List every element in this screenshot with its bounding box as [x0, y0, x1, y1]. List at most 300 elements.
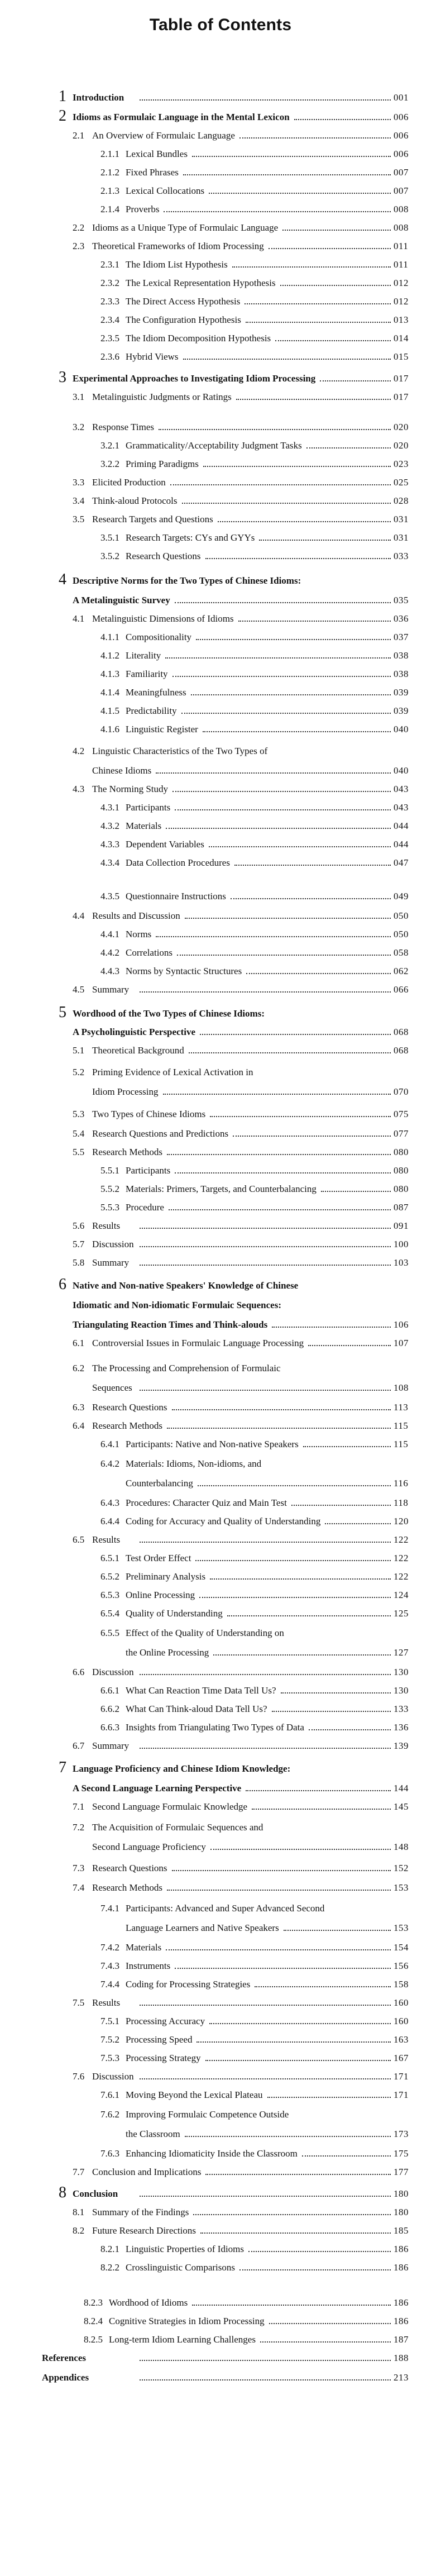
toc-entry-number: 2.3.1: [100, 259, 119, 270]
toc-entry-title: Research Methods: [92, 1147, 163, 1158]
dot-leader: [140, 1246, 391, 1247]
toc-section-entry[interactable]: [0, 345, 441, 367]
toc-entry-title: Second Language Formulaic Knowledge: [92, 1801, 248, 1812]
toc-entry-number: 7.6.2: [100, 2109, 119, 2120]
toc-entry-number: 3.2.2: [100, 459, 119, 470]
toc-entry-number: 8.2.1: [100, 2244, 119, 2255]
toc-entry-number: 6.6: [73, 1667, 85, 1678]
toc-entry-title: Research Targets: CYs and GYYs: [126, 532, 255, 543]
dot-leader: [140, 1390, 391, 1391]
toc-entry-title: Predictability: [126, 705, 177, 717]
toc-page-number: 139: [394, 1740, 409, 1752]
toc-chapter-entry[interactable]: [0, 1273, 441, 1296]
toc-page-number: 115: [394, 1439, 409, 1450]
dot-leader: [198, 1485, 391, 1486]
toc-entry-number: 5.5.1: [100, 1165, 119, 1176]
toc-page-number: 012: [394, 296, 409, 307]
toc-page-number: 125: [394, 1608, 409, 1619]
dot-leader: [156, 936, 391, 937]
dot-leader: [175, 1172, 391, 1173]
toc-section-entry[interactable]: [0, 977, 441, 1000]
toc-section-entry[interactable]: [0, 739, 441, 761]
toc-page-number: 124: [394, 1590, 409, 1601]
toc-entry-title: Discussion: [92, 1239, 134, 1250]
toc-entry-title: Summary of the Findings: [92, 2207, 189, 2218]
toc-page-number: 049: [394, 891, 409, 902]
toc-section-entry[interactable]: [0, 1432, 441, 1454]
toc-entry-title: Language Proficiency and Chinese Idiom Knowledge:: [73, 1763, 291, 1774]
toc-section-entry[interactable]: [0, 1896, 441, 1919]
dot-leader: [272, 1327, 391, 1328]
toc-page-number: 122: [394, 1571, 409, 1582]
toc-entry-title: Appendices: [42, 2372, 89, 2383]
toc-section-entry[interactable]: [0, 2255, 441, 2278]
dot-leader: [191, 694, 391, 695]
dot-leader: [246, 1790, 391, 1791]
toc-page-number: 153: [394, 1882, 409, 1893]
toc-entry-title: Norms by Syntactic Structures: [126, 966, 242, 977]
toc-page-number: 122: [394, 1553, 409, 1564]
toc-entry-title: Conclusion: [73, 2188, 118, 2200]
toc-entry-number: 8.1: [73, 2207, 85, 2218]
toc-entry-title: Descriptive Norms for the Two Types of Chinese Idioms:: [73, 575, 301, 586]
toc-section-entry[interactable]: [0, 1815, 441, 1838]
toc-entry-number: 4.3.4: [100, 857, 119, 869]
toc-page-number: 050: [394, 910, 409, 922]
toc-entry-title: Response Times: [92, 422, 154, 433]
toc-backmatter-entry[interactable]: [0, 2365, 441, 2388]
toc-section-entry[interactable]: [0, 1293, 441, 1315]
dot-leader: [200, 2232, 391, 2234]
toc-page-number: 006: [394, 130, 409, 141]
toc-entry-title: Metalinguistic Dimensions of Idioms: [92, 613, 234, 624]
dot-leader: [280, 285, 391, 286]
toc-entry-number: 4.3.1: [100, 802, 119, 813]
toc-entry-number: 8.2.4: [84, 2316, 103, 2327]
toc-page-number: 163: [394, 2034, 409, 2045]
toc-entry-number: 3.5: [73, 514, 85, 525]
toc-entry-title: The Processing and Comprehension of Formulaic: [92, 1363, 281, 1374]
toc-page-number: 013: [394, 314, 409, 326]
dot-leader: [252, 1809, 391, 1810]
dot-leader: [159, 429, 391, 430]
toc-entry-number: 4.3.3: [100, 839, 119, 850]
toc-entry-number: 4.1.2: [100, 650, 119, 661]
toc-entry-number: 5.6: [73, 1220, 85, 1232]
toc-entry-number: 8.2.3: [84, 2297, 103, 2308]
toc-page-number: 039: [394, 705, 409, 717]
dot-leader: [156, 772, 391, 774]
toc-entry-number: 6.5: [73, 1534, 85, 1545]
dot-leader: [140, 2379, 391, 2381]
dot-leader: [239, 2269, 391, 2270]
toc-entry-title: Research Questions: [92, 1863, 167, 1874]
toc-page-number: 025: [394, 477, 409, 488]
toc-entry-title: Results: [92, 1534, 121, 1545]
toc-section-entry[interactable]: [0, 851, 441, 873]
toc-entry-number: 7.6: [73, 2071, 85, 2082]
toc-page-number: 171: [394, 2090, 409, 2101]
dot-leader: [193, 2214, 391, 2215]
toc-section-entry[interactable]: [0, 2122, 441, 2144]
dot-leader: [165, 657, 391, 659]
dot-leader: [203, 466, 391, 467]
toc-entry-number: 6.2: [73, 1363, 85, 1374]
toc-entry-title: Wordhood of the Two Types of Chinese Idioms:: [73, 1008, 265, 1019]
toc-entry-number: 2.3.4: [100, 314, 119, 326]
toc-entry-title: Improving Formulaic Competence Outside: [126, 2109, 289, 2120]
toc-section-entry[interactable]: [0, 1795, 441, 1817]
toc-entry-number: 2.3.3: [100, 296, 119, 307]
toc-entry-number: 5.5: [73, 1147, 85, 1158]
toc-section-entry[interactable]: [0, 1038, 441, 1061]
toc-entry-title: Familiarity: [126, 669, 168, 680]
toc-page-number: 130: [394, 1685, 409, 1696]
toc-page-number: 080: [394, 1147, 409, 1158]
toc-section-entry[interactable]: [0, 385, 441, 407]
toc-page-number: 033: [394, 551, 409, 562]
toc-section-entry[interactable]: [0, 1876, 441, 1898]
toc-entry-number: 7.1: [73, 1801, 85, 1812]
toc-entry-title: Priming Paradigms: [126, 459, 199, 470]
toc-entry-title: Test Order Effect: [126, 1553, 191, 1564]
toc-entry-number: 2.1: [73, 130, 85, 141]
toc-page-number: 113: [394, 1402, 409, 1413]
toc-entry-title: Research Questions: [126, 551, 201, 562]
toc-page-number: 175: [394, 2148, 409, 2159]
toc-section-entry[interactable]: [0, 1640, 441, 1663]
toc-entry-title: Materials: Primers, Targets, and Counterbalancing: [126, 1184, 317, 1195]
toc-entry-title: References: [42, 2353, 86, 2364]
dot-leader: [227, 1615, 391, 1616]
toc-entry-title: Participants: [126, 802, 171, 813]
toc-section-entry[interactable]: [0, 1856, 441, 1878]
toc-backmatter-entry[interactable]: [0, 2346, 441, 2368]
toc-page-number: 038: [394, 669, 409, 680]
toc-page-number: 153: [394, 1923, 409, 1934]
toc-entry-title: Research Questions: [92, 1402, 167, 1413]
toc-page-number: 023: [394, 459, 409, 470]
dot-leader: [306, 447, 391, 449]
toc-page-number: 186: [394, 2297, 409, 2308]
dot-leader: [245, 303, 391, 304]
toc-entry-title: Coding for Accuracy and Quality of Understanding: [126, 1516, 321, 1527]
toc-entry-title: Idiomatic and Non-idiomatic Formulaic Sequences:: [73, 1300, 281, 1311]
dot-leader: [282, 230, 391, 231]
dot-leader: [182, 503, 391, 504]
dot-leader: [167, 1428, 391, 1429]
toc-page-number: 180: [394, 2188, 409, 2200]
toc-page-number: 007: [394, 167, 409, 178]
toc-entry-title: Results: [92, 1220, 121, 1232]
toc-entry-number: 6: [59, 1275, 66, 1293]
toc-entry-number: 6.6.1: [100, 1685, 119, 1696]
toc-section-entry[interactable]: [0, 1060, 441, 1082]
toc-section-entry[interactable]: [0, 1471, 441, 1494]
dot-leader: [205, 558, 391, 559]
toc-entry-number: 5.2: [73, 1067, 85, 1078]
toc-entry-number: 4.4.2: [100, 947, 119, 958]
dot-leader: [209, 193, 391, 194]
dot-leader: [320, 380, 391, 381]
toc-page-number: 040: [394, 765, 409, 776]
toc-entry-title: Insights from Triangulating Two Types of Data: [126, 1722, 304, 1733]
toc-page-number: 186: [394, 2316, 409, 2327]
toc-entry-number: 2.2: [73, 222, 85, 233]
toc-entry-title: Participants: Native and Non-native Speakers: [126, 1439, 299, 1450]
toc-page-number: 014: [394, 333, 409, 344]
toc-page-number: 043: [394, 802, 409, 813]
toc-section-entry[interactable]: [0, 1080, 441, 1102]
toc-page-number: 058: [394, 947, 409, 958]
toc-page-number: 070: [394, 1086, 409, 1098]
toc-entry-title: Enhancing Idiomaticity Inside the Classroom: [126, 2148, 298, 2159]
toc-entry-number: 7.5: [73, 1997, 85, 2009]
toc-section-entry[interactable]: [0, 1356, 441, 1378]
dot-leader: [200, 1034, 391, 1035]
toc-section-entry[interactable]: [0, 884, 441, 907]
toc-entry-title: Participants: [126, 1165, 171, 1176]
toc-entry-title: The Acquisition of Formulaic Sequences and: [92, 1822, 263, 1833]
toc-entry-title: Idioms as Formulaic Language in the Mental Lexicon: [73, 112, 290, 123]
toc-page-number: 008: [394, 204, 409, 215]
dot-leader: [172, 1870, 391, 1871]
toc-page-number: 185: [394, 2225, 409, 2236]
toc-section-entry[interactable]: [0, 1102, 441, 1124]
toc-entry-title: Hybrid Views: [126, 351, 179, 362]
dot-leader: [269, 248, 391, 249]
toc-section-entry[interactable]: [0, 1601, 441, 1624]
toc-entry-number: 7.4.2: [100, 1942, 119, 1953]
dot-leader: [140, 991, 391, 993]
dot-leader: [192, 156, 391, 157]
toc-page-number: 091: [394, 1220, 409, 1232]
toc-entry-number: 7.4.1: [100, 1903, 119, 1914]
toc-entry-title: Materials: Idioms, Non-idioms, and: [126, 1458, 262, 1470]
toc-section-entry[interactable]: [0, 717, 441, 740]
toc-entry-number: 7.6.1: [100, 2090, 119, 2101]
dot-leader: [140, 2078, 391, 2079]
toc-chapter-entry[interactable]: [0, 569, 441, 591]
toc-entry-number: 6.5.4: [100, 1608, 119, 1619]
toc-entry-title: Sequences: [92, 1382, 132, 1394]
toc-entry-title: Preliminary Analysis: [126, 1571, 206, 1582]
dot-leader: [302, 2155, 391, 2157]
page-title: Table of Contents: [149, 16, 292, 34]
toc-chapter-entry[interactable]: [0, 85, 441, 108]
toc-section-entry[interactable]: [0, 1452, 441, 1474]
toc-entry-number: 7: [59, 1758, 66, 1776]
toc-entry-number: 3.2: [73, 422, 85, 433]
toc-page-number: 031: [394, 514, 409, 525]
toc-entry-number: 3.4: [73, 495, 85, 507]
toc-section-entry[interactable]: [0, 1331, 441, 1353]
toc-section-entry[interactable]: [0, 544, 441, 566]
toc-entry-number: 5.8: [73, 1257, 85, 1268]
dot-leader: [181, 713, 391, 714]
toc-page-number: 068: [394, 1027, 409, 1038]
toc-page-number: 186: [394, 2244, 409, 2255]
toc-page-number: 154: [394, 1942, 409, 1953]
toc-entry-number: 4.1.1: [100, 632, 119, 643]
toc-entry-title: Instruments: [126, 1960, 171, 1972]
dot-leader: [163, 1094, 391, 1095]
toc-entry-number: 6.4.2: [100, 1458, 119, 1470]
toc-page-number: 213: [394, 2372, 409, 2383]
dot-leader: [185, 918, 391, 919]
toc-entry-number: 2.3.6: [100, 351, 119, 362]
toc-page-number: 066: [394, 984, 409, 995]
toc-entry-number: 2: [59, 107, 66, 125]
toc-entry-number: 5.5.3: [100, 1202, 119, 1213]
toc-page-number: 077: [394, 1128, 409, 1139]
toc-entry-number: 6.1: [73, 1338, 85, 1349]
dot-leader: [234, 865, 391, 866]
toc-page-number: 036: [394, 613, 409, 624]
toc-entry-title: Idiom Processing: [92, 1086, 159, 1098]
toc-section-entry[interactable]: [0, 1835, 441, 1857]
toc-entry-number: 4.2: [73, 746, 85, 757]
toc-entry-number: 5.5.2: [100, 1184, 119, 1195]
toc-page-number: 116: [394, 1478, 409, 1489]
toc-page-number: 148: [394, 1842, 409, 1853]
toc-entry-title: Research Methods: [92, 1882, 163, 1893]
toc-entry-title: Results and Discussion: [92, 910, 180, 922]
toc-section-entry[interactable]: [0, 1251, 441, 1273]
toc-entry-title: Triangulating Reaction Times and Think-alouds: [73, 1319, 268, 1330]
dot-leader: [281, 1692, 391, 1694]
toc-entry-number: 4.1.3: [100, 669, 119, 680]
toc-section-entry[interactable]: [0, 2160, 441, 2182]
toc-entry-number: 3.5.2: [100, 551, 119, 562]
dot-leader: [291, 1505, 391, 1506]
toc-page-number: 017: [394, 392, 409, 403]
toc-page-number: 152: [394, 1863, 409, 1874]
dot-leader: [239, 137, 391, 139]
toc-page-number: 031: [394, 532, 409, 543]
toc-entry-title: A Metalinguistic Survey: [73, 595, 170, 606]
dot-leader: [205, 2060, 391, 2061]
dot-leader: [140, 2005, 391, 2006]
toc-chapter-entry[interactable]: [0, 1757, 441, 1779]
toc-entry-number: 4.5: [73, 984, 85, 995]
toc-entry-number: 6.6.3: [100, 1722, 119, 1733]
toc-entry-number: 3: [59, 368, 66, 386]
toc-page-number: 118: [394, 1497, 409, 1509]
toc-entry-number: 4.4: [73, 910, 85, 922]
toc-entry-number: 6.5.2: [100, 1571, 119, 1582]
toc-page-number: 043: [394, 784, 409, 795]
dot-leader: [259, 540, 391, 541]
toc-entry-number: 5.7: [73, 1239, 85, 1250]
dot-leader: [177, 955, 391, 956]
toc-entry-number: 5.4: [73, 1128, 85, 1139]
toc-entry-number: 4: [59, 570, 66, 588]
toc-section-entry[interactable]: [0, 1916, 441, 1938]
dot-leader: [210, 1849, 391, 1850]
dot-leader: [269, 2323, 391, 2324]
toc-entry-number: 2.1.2: [100, 167, 119, 178]
toc-page-number: 127: [394, 1647, 409, 1658]
toc-page-number: 028: [394, 495, 409, 507]
dot-leader: [209, 846, 391, 847]
toc-entry-title: Conclusion and Implications: [92, 2167, 202, 2178]
dot-leader: [308, 1345, 391, 1346]
toc-section-entry[interactable]: [0, 2083, 441, 2105]
dot-leader: [199, 1597, 391, 1598]
toc-section-entry[interactable]: [0, 1734, 441, 1756]
toc-entry-number: 4.1.4: [100, 687, 119, 698]
toc-entry-number: 2.1.4: [100, 204, 119, 215]
toc-entry-title: Linguistic Properties of Idioms: [126, 2244, 245, 2255]
toc-entry-title: Linguistic Characteristics of the Two Types of: [92, 746, 268, 757]
dot-leader: [169, 1209, 391, 1210]
toc-entry-title: Chinese Idioms: [92, 765, 152, 776]
toc-page-number: 075: [394, 1109, 409, 1120]
dot-leader: [209, 2023, 391, 2024]
toc-entry-title: Theoretical Frameworks of Idiom Processing: [92, 241, 264, 252]
toc-entry-title: Effect of the Quality of Understanding on: [126, 1628, 284, 1639]
dot-leader: [233, 1136, 391, 1137]
toc-page-number: 006: [394, 149, 409, 160]
toc-page-number: 035: [394, 595, 409, 606]
toc-entry-number: 3.5.1: [100, 532, 119, 543]
dot-leader: [164, 211, 391, 212]
dot-leader: [275, 340, 391, 341]
toc-entry-title: Idioms as a Unique Type of Formulaic Language: [92, 222, 279, 233]
dot-leader: [303, 1446, 391, 1447]
toc-entry-number: 6.7: [73, 1740, 85, 1752]
toc-entry-title: Research Questions and Predictions: [92, 1128, 229, 1139]
toc-entry-number: 6.4: [73, 1420, 85, 1432]
toc-entry-title: A Second Language Learning Perspective: [73, 1783, 242, 1794]
toc-entry-title: Procedure: [126, 1202, 164, 1213]
dot-leader: [166, 1949, 391, 1950]
dot-leader: [140, 1265, 391, 1266]
toc-entry-number: 7.4: [73, 1882, 85, 1893]
toc-entry-title: The Direct Access Hypothesis: [126, 296, 241, 307]
toc-page-number: 133: [394, 1704, 409, 1715]
dot-leader: [255, 1986, 391, 1987]
dot-leader: [195, 1560, 391, 1561]
toc-entry-number: 3.2.1: [100, 440, 119, 451]
toc-page-number: 180: [394, 2207, 409, 2218]
dot-leader: [172, 791, 391, 792]
toc-entry-title: Coding for Processing Strategies: [126, 1979, 251, 1990]
dot-leader: [213, 1654, 391, 1656]
toc-entry-title: The Norming Study: [92, 784, 168, 795]
toc-entry-title: Norms: [126, 929, 152, 940]
toc-entry-number: 2.3.5: [100, 333, 119, 344]
toc-entry-number: 6.3: [73, 1402, 85, 1413]
toc-page-number: 039: [394, 687, 409, 698]
toc-entry-title: Summary: [92, 1257, 130, 1268]
dot-leader: [284, 1930, 391, 1931]
toc-entry-title: Long-term Idiom Learning Challenges: [109, 2334, 256, 2345]
dot-leader: [246, 322, 391, 323]
toc-section-entry[interactable]: [0, 1376, 441, 1398]
toc-page-number: 171: [394, 2071, 409, 2082]
toc-page-number: 044: [394, 839, 409, 850]
toc-section-entry[interactable]: [0, 2102, 441, 2125]
toc-entry-title: Future Research Directions: [92, 2225, 196, 2236]
toc-page-number: 017: [394, 373, 409, 384]
toc-section-entry[interactable]: [0, 1621, 441, 1643]
dot-leader: [246, 973, 391, 974]
toc-entry-number: 1: [59, 87, 66, 105]
dot-leader: [140, 2360, 391, 2361]
dot-leader: [309, 1729, 391, 1730]
